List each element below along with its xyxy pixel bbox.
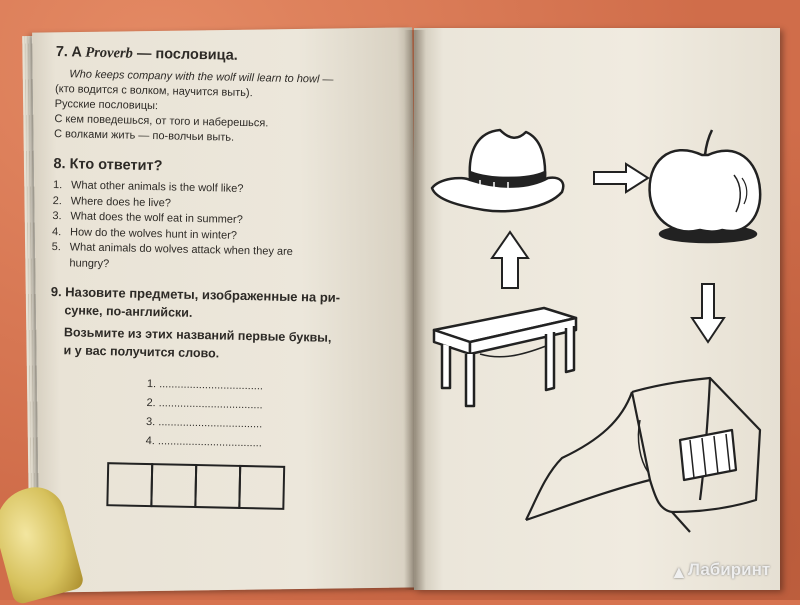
- russian-proverbs-label: Русские пословицы:: [54, 97, 159, 113]
- question-text: What other animals is the wolf like?: [70, 179, 244, 195]
- apple-icon: [650, 130, 761, 242]
- question-number: 5.: [51, 240, 62, 254]
- section9-instruction-4: и у вас получится слово.: [63, 343, 220, 361]
- section7-title-rest: — пословица.: [132, 45, 238, 64]
- answer-line-1[interactable]: 1. ..................................: [146, 377, 264, 393]
- question-text: What animals do wolves attack when they are: [69, 241, 293, 259]
- question-number: 3.: [52, 209, 62, 223]
- answer-line-2[interactable]: 2. ..................................: [146, 396, 263, 412]
- question-text: What does the wolf eat in summer?: [70, 210, 243, 226]
- answer-line-4[interactable]: 4. ..................................: [145, 434, 262, 450]
- question-number: 2.: [52, 194, 63, 207]
- section7-number: 7. A: [55, 44, 86, 61]
- proverb-english: Who keeps company with the wolf will learn to howl —: [69, 68, 334, 86]
- arrow-right-icon: [594, 164, 648, 192]
- labirint-logo-icon: ▲: [670, 562, 688, 582]
- watermark: Лабиринт: [688, 560, 771, 579]
- table-icon: [434, 308, 576, 406]
- section9-instruction-3: Возьмите из этих названий первые буквы,: [63, 325, 332, 345]
- hat-icon: [432, 130, 563, 211]
- arrow-down-icon: [692, 284, 724, 342]
- arrow-up-icon: [492, 232, 528, 288]
- question-number: 1.: [52, 178, 63, 192]
- question-text: Where does he live?: [70, 194, 172, 209]
- answer-line-3[interactable]: 3. ..................................: [145, 415, 263, 431]
- question-number: 4.: [51, 225, 62, 238]
- proverb-translation: (кто водится с волком, научится выть).: [54, 82, 253, 100]
- question-text: hungry?: [69, 256, 110, 270]
- question-text: How do the wolves hunt in winter?: [69, 225, 238, 242]
- russian-proverb-2: С волками жить — по-волчьи выть.: [53, 127, 235, 144]
- section9-instruction-1: 9. Назовите предметы, изображенные на ри-: [50, 283, 341, 306]
- section8-title: 8. Кто ответит?: [53, 155, 163, 175]
- russian-proverb-1: С кем поведешься, от того и наберешься.: [54, 112, 269, 130]
- proverb-word: Proverb: [85, 44, 134, 62]
- section9-instruction-2: сунке, по-английски.: [64, 303, 193, 320]
- tent-icon: [526, 378, 760, 532]
